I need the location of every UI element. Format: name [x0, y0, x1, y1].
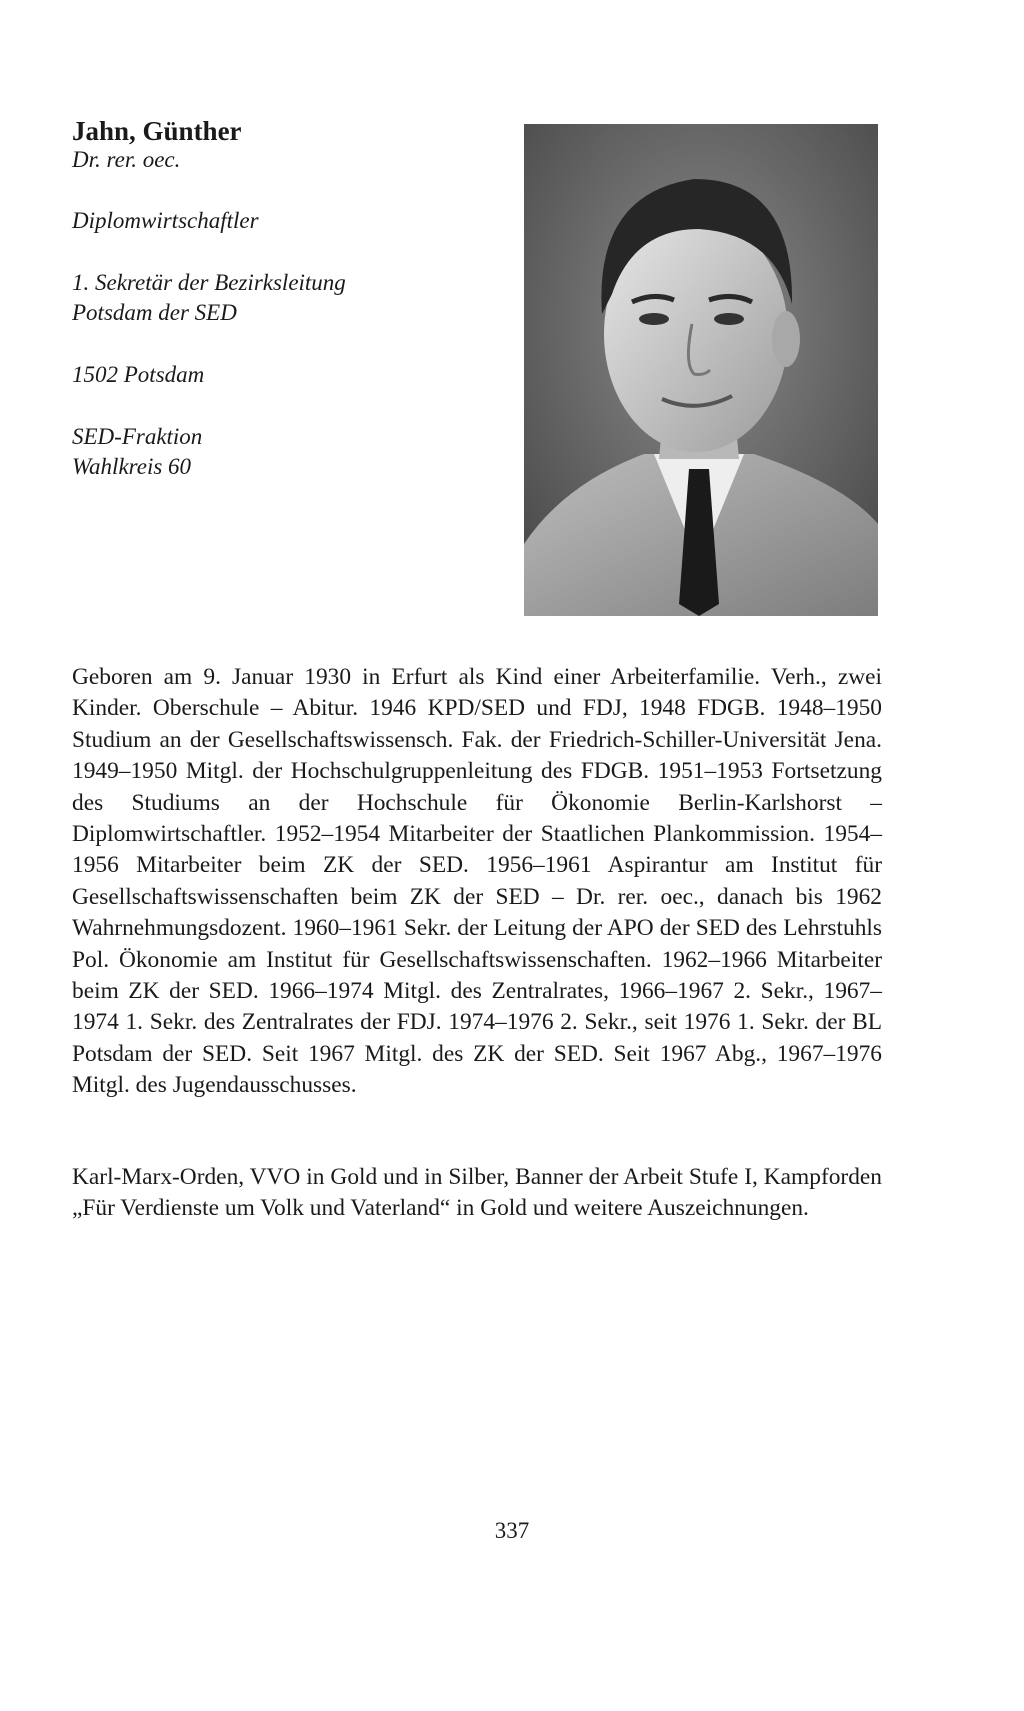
address: 1502 Potsdam — [72, 362, 205, 387]
function-block — [72, 268, 492, 328]
entry-header — [72, 116, 492, 482]
awards-text: Karl-Marx-Orden, VVO in Gold und in Silber, Banner der Arbeit Stufe I, Kampforden „Für Verdienste um Volk und Vaterland“ in Gold und weitere Auszeichnungen. — [72, 1164, 882, 1222]
page-number: 337 — [494, 1518, 530, 1543]
portrait-illustration — [524, 124, 878, 616]
occupation: Diplomwirtschaftler — [72, 208, 259, 233]
fraction-block — [72, 422, 492, 482]
function-line-2: Potsdam der SED — [72, 300, 237, 325]
person-name: Jahn, Günther — [72, 116, 242, 146]
constituency: Wahlkreis 60 — [72, 454, 192, 479]
function-line-1: 1. Sekretär der Bezirksleitung — [72, 270, 346, 295]
biography-text: Geboren am 9. Januar 1930 in Erfurt als Kind einer Arbeiterfamilie. Verh., zwei Kinder. Oberschule – Abitur. 1946 KPD/SED und FDJ, 1948 FDGB. 1948–1950 Studium an der Gesellschaftswissensch. Fak. der Friedrich-Schiller-Universität Jena. 1949–1950 Mitgl. der Hochschulgruppenleitung des FDGB. 1951–1953 Fortsetzung des Studiums an der Hochschule für Ökonomie Berlin-Karlshorst – Diplomwirtschaftler. 1952–1954 Mitarbeiter der Staatlichen Plankommission. 1954–1956 Mitarbeiter beim ZK der SED. 1956–1961 Aspirantur am Institut für Gesellschaftswissenschaften beim ZK der SED – Dr. rer. oec., danach bis 1962 Wahrnehmungsdozent. 1960–1961 Sekr. der Leitung der APO der SED des Lehrstuhls Pol. Ökonomie am Institut für Gesellschaftswissenschaften. 1962–1966 Mitarbeiter beim ZK der SED. 1966–1974 Mitgl. des Zentralrates, 1966–1967 2. Sekr., 1967–1974 1. Sekr. des Zentralrates der FDJ. 1974–1976 2. Sekr., seit 1976 1. Sekr. der BL Potsdam der SED. Seit 1967 Mitgl. des ZK der SED. Seit 1967 Abg., 1967–1976 Mitgl. des Jugendausschusses. — [72, 664, 882, 1099]
fraction: SED-Fraktion — [72, 424, 203, 449]
portrait-photo — [524, 124, 878, 616]
academic-title: Dr. rer. oec. — [72, 147, 181, 172]
